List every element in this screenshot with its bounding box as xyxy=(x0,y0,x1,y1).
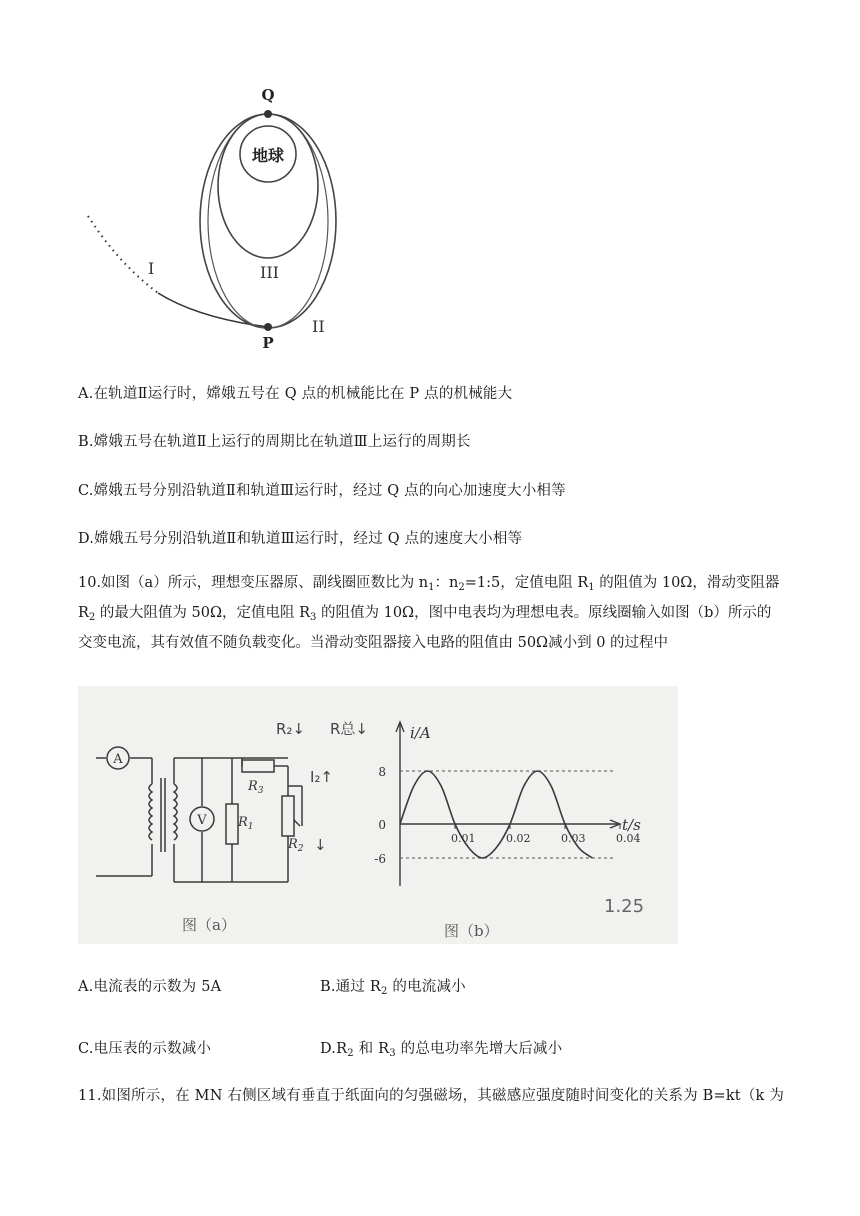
label-orbit-II: II xyxy=(312,317,325,336)
figure-photo xyxy=(78,686,678,944)
hand-note-b: 1.25 xyxy=(604,896,645,917)
label-Q: Q xyxy=(261,86,275,104)
ammeter-label: A xyxy=(113,752,123,767)
hand-note-rtotal: R总↓ xyxy=(330,720,368,738)
point-Q xyxy=(264,110,272,118)
label-orbit-I: I xyxy=(148,259,155,278)
q10-option-d: $D.R_2$ 和 $R_3$ 的总电功率先增大后减小 xyxy=(320,1041,563,1059)
voltmeter-label: V xyxy=(197,813,207,828)
q10-option-b: B.通过 $R_2$ 的电流减小 xyxy=(320,979,466,997)
orbit-III xyxy=(218,114,318,258)
point-P xyxy=(264,323,272,331)
r1-label: $R_1$ xyxy=(238,815,254,832)
y-axis-label: i/A xyxy=(410,724,431,742)
orbit-I-dotted xyxy=(88,216,158,293)
x-axis-label: t/s xyxy=(622,816,641,834)
orbit-I-solid xyxy=(158,293,268,327)
q10-line-1: 10.如图（a）所示，理想变压器原、副线圈匝数比为 $n_1$：$n_2=1:5$，定值电阻 $R_1$ 的阻值为 10Ω，滑动变阻器 xyxy=(78,575,780,593)
r2-label: $R_2$ xyxy=(288,837,304,854)
x-tick-label: 0.02 xyxy=(506,832,531,845)
earth-label: 地球 xyxy=(251,146,285,165)
q10-stem xyxy=(78,569,788,657)
q10-line-2: $R_2$ 的最大阻值为 50Ω，定值电阻 $R_3$ 的阻值为 10Ω，图中电表均为理想电表。原线圈输入如图（b）所示的 xyxy=(78,605,772,623)
y-tick-zero: 0 xyxy=(378,818,386,832)
q9-option-d: D.嫦娥五号分别沿轨道Ⅱ和轨道Ⅲ运行时，经过 Q 点的速度大小相等 xyxy=(78,531,523,547)
circuit-figure-a xyxy=(78,686,378,944)
hand-note-r2: R₂↓ xyxy=(276,720,306,738)
figure-a-caption: 图（a） xyxy=(182,916,236,934)
current-graph-b xyxy=(368,686,678,944)
q10-option-c: C.电压表的示数减小 xyxy=(78,1041,212,1057)
label-orbit-III: III xyxy=(260,263,279,282)
orbit-figure xyxy=(78,78,358,358)
q9-option-c: C.嫦娥五号分别沿轨道Ⅱ和轨道Ⅲ运行时，经过 Q 点的向心加速度大小相等 xyxy=(78,483,566,499)
q9-option-a: A.在轨道Ⅱ运行时，嫦娥五号在 Q 点的机械能比在 P 点的机械能大 xyxy=(78,386,513,402)
x-tick-label: 0.04 xyxy=(616,832,641,845)
q9-option-b: B.嫦娥五号在轨道Ⅱ上运行的周期比在轨道Ⅲ上运行的周期长 xyxy=(78,434,471,450)
q11-stem: 11.如图所示，在 MN 右侧区域有垂直于纸面向的匀强磁场，其磁感应强度随时间变化的关系为 B=kt（k 为 xyxy=(78,1088,785,1104)
figure-b-caption: 图（b） xyxy=(444,922,499,940)
y-tick-min: -6 xyxy=(374,852,386,866)
x-tick-label: 0.01 xyxy=(451,832,476,845)
x-tick-label: 0.03 xyxy=(561,832,586,845)
q10-option-a: A.电流表的示数为 5A xyxy=(78,979,222,995)
r3-label: $R_3$ xyxy=(248,779,264,796)
hand-note-r2-down: ↓ xyxy=(314,836,327,854)
q10-line-3: 交变电流，其有效值不随负载变化。当滑动变阻器接入电路的阻值由 50Ω减小到 0 的过程中 xyxy=(78,635,669,651)
label-P: P xyxy=(262,334,274,352)
hand-note-i2: I₂↑ xyxy=(310,768,334,786)
y-tick-max: 8 xyxy=(378,765,386,779)
